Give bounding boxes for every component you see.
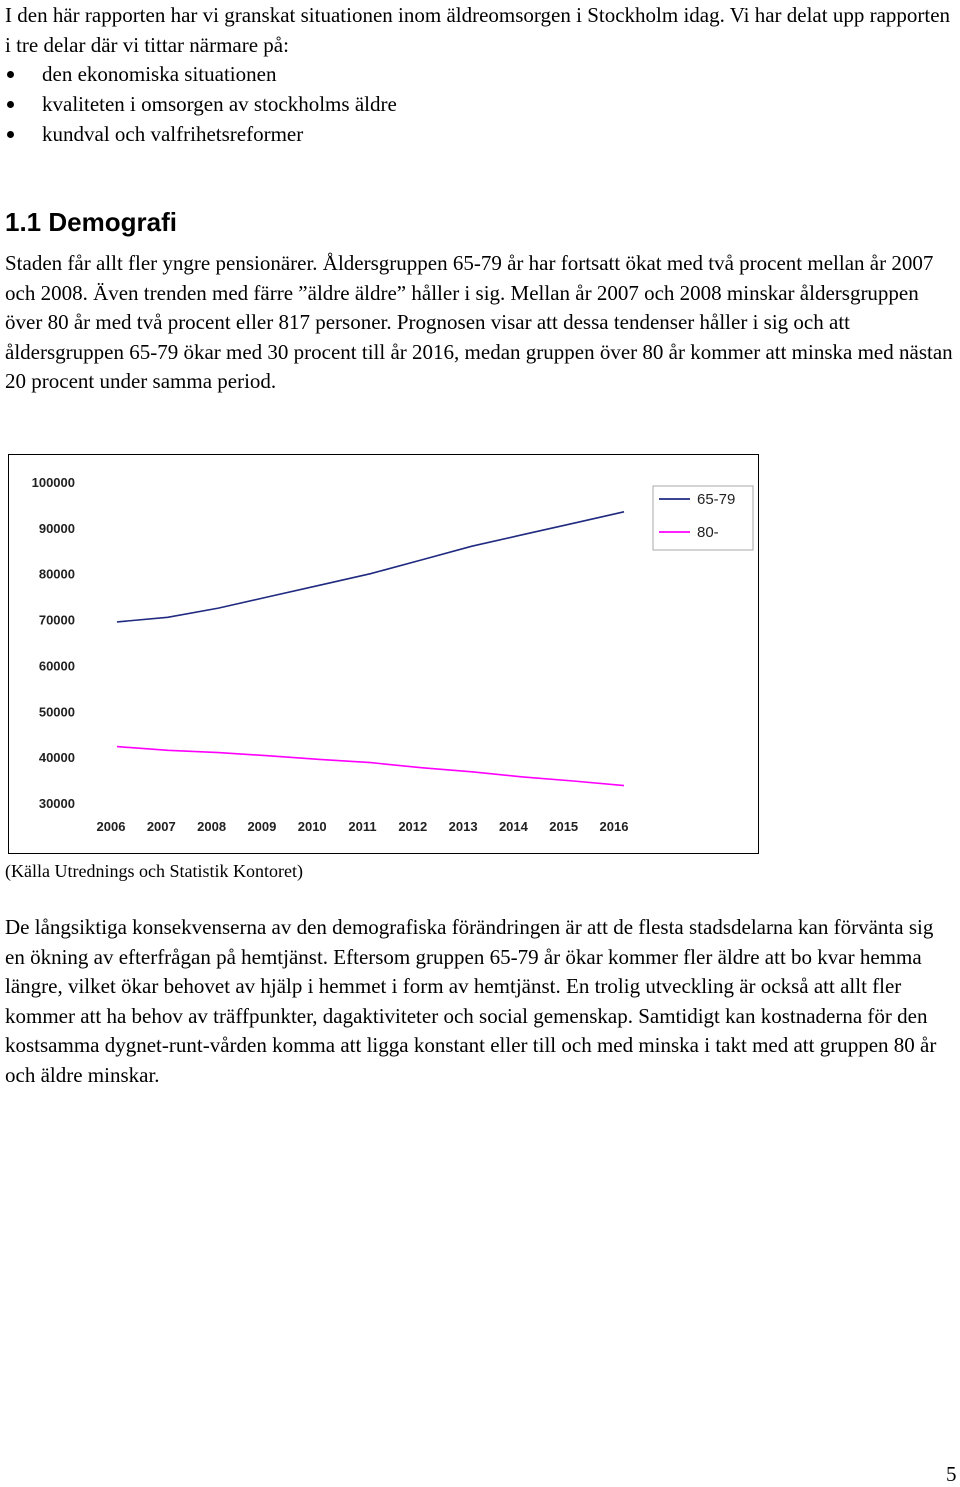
y-tick-label: 60000 [38,658,75,674]
x-axis [97,819,629,834]
topic-list [5,59,397,149]
series-line-2 [117,747,624,786]
x-tick-label: 2011 [348,819,377,834]
bullet-icon [7,71,14,78]
list-item: kvaliteten i omsorgen av stockholms äldre [5,89,397,119]
series-line-1 [117,512,624,622]
bullet-icon [7,101,14,108]
legend-label: 65-79 [697,491,736,508]
y-tick-label: 80000 [38,566,75,582]
page-number: 5 [946,1462,957,1486]
y-tick-label: 70000 [38,612,75,628]
x-tick-label: 2015 [549,819,579,834]
y-tick-label: 30000 [38,796,75,811]
legend-label: 80- [697,524,719,541]
consequences-paragraph: De långsiktiga konsekvenserna av den demografiska förändringen är att de flesta stadsdelarna kan förvänta sig en ökning av efterfrågan på hemtjänst. Eftersom gruppen 65-79 år ökar kommer fler äldre att bo kvar hemma längre, vilket ökar behovet av hjälp i hemmet i form av hemtjänst. En trolig utveckling är också att allt fler kommer att ha behov av träffpunkter, dagaktiviteter och social gemenskap. Samtidigt kan kostnaderna för den kostsamma dygnet-runt-vården komma att ligga konstant eller till och med minska i takt med att gruppen 80 år och äldre minskar. [5,915,937,1087]
x-tick-label: 2010 [297,819,327,834]
list-item: kundval och valfrihetsreformer [5,119,397,149]
y-tick-label: 100000 [31,475,75,490]
x-tick-label: 2014 [498,819,528,834]
bullet-icon [7,131,14,138]
list-item: den ekonomiska situationen [5,59,397,89]
source-caption: (Källa Utrednings och Statistik Kontoret) [5,861,303,881]
x-tick-label: 2006 [96,819,126,834]
section-heading: 1.1 Demografi [5,207,177,237]
x-tick-label: 2007 [146,819,176,834]
x-tick-label: 2013 [448,819,478,834]
y-axis [32,475,75,811]
demography-paragraph: Staden får allt fler yngre pensionärer. Åldersgruppen 65-79 år har fortsatt ökat med två procent mellan år 2007 och 2008. Även trenden med färre ”äldre äldre” håller i sig. Mellan år 2007 och 2008 minskar åldersgruppen över 80 år med två procent eller 817 personer. Prognosen visar att dessa tendenser håller i sig och att åldersgruppen 65-79 ökar med 30 procent till år 2016, medan gruppen över 80 år kommer att minska med nästan 20 procent under samma period. [5,251,953,393]
series-lines [117,512,624,786]
x-tick-label: 2016 [599,819,629,834]
chart-canvas [9,455,760,855]
x-tick-label: 2008 [197,819,227,834]
chart-legend [653,486,753,550]
y-tick-label: 40000 [38,750,75,766]
y-tick-label: 90000 [38,520,75,536]
x-tick-label: 2009 [247,819,277,834]
x-tick-label: 2012 [398,819,428,834]
intro-paragraph: I den här rapporten har vi granskat situationen inom äldreomsorgen i Stockholm idag. Vi har delat upp rapporten i tre delar där vi tittar närmare på: [5,3,951,57]
y-tick-label: 50000 [38,704,75,720]
population-chart [8,454,759,854]
